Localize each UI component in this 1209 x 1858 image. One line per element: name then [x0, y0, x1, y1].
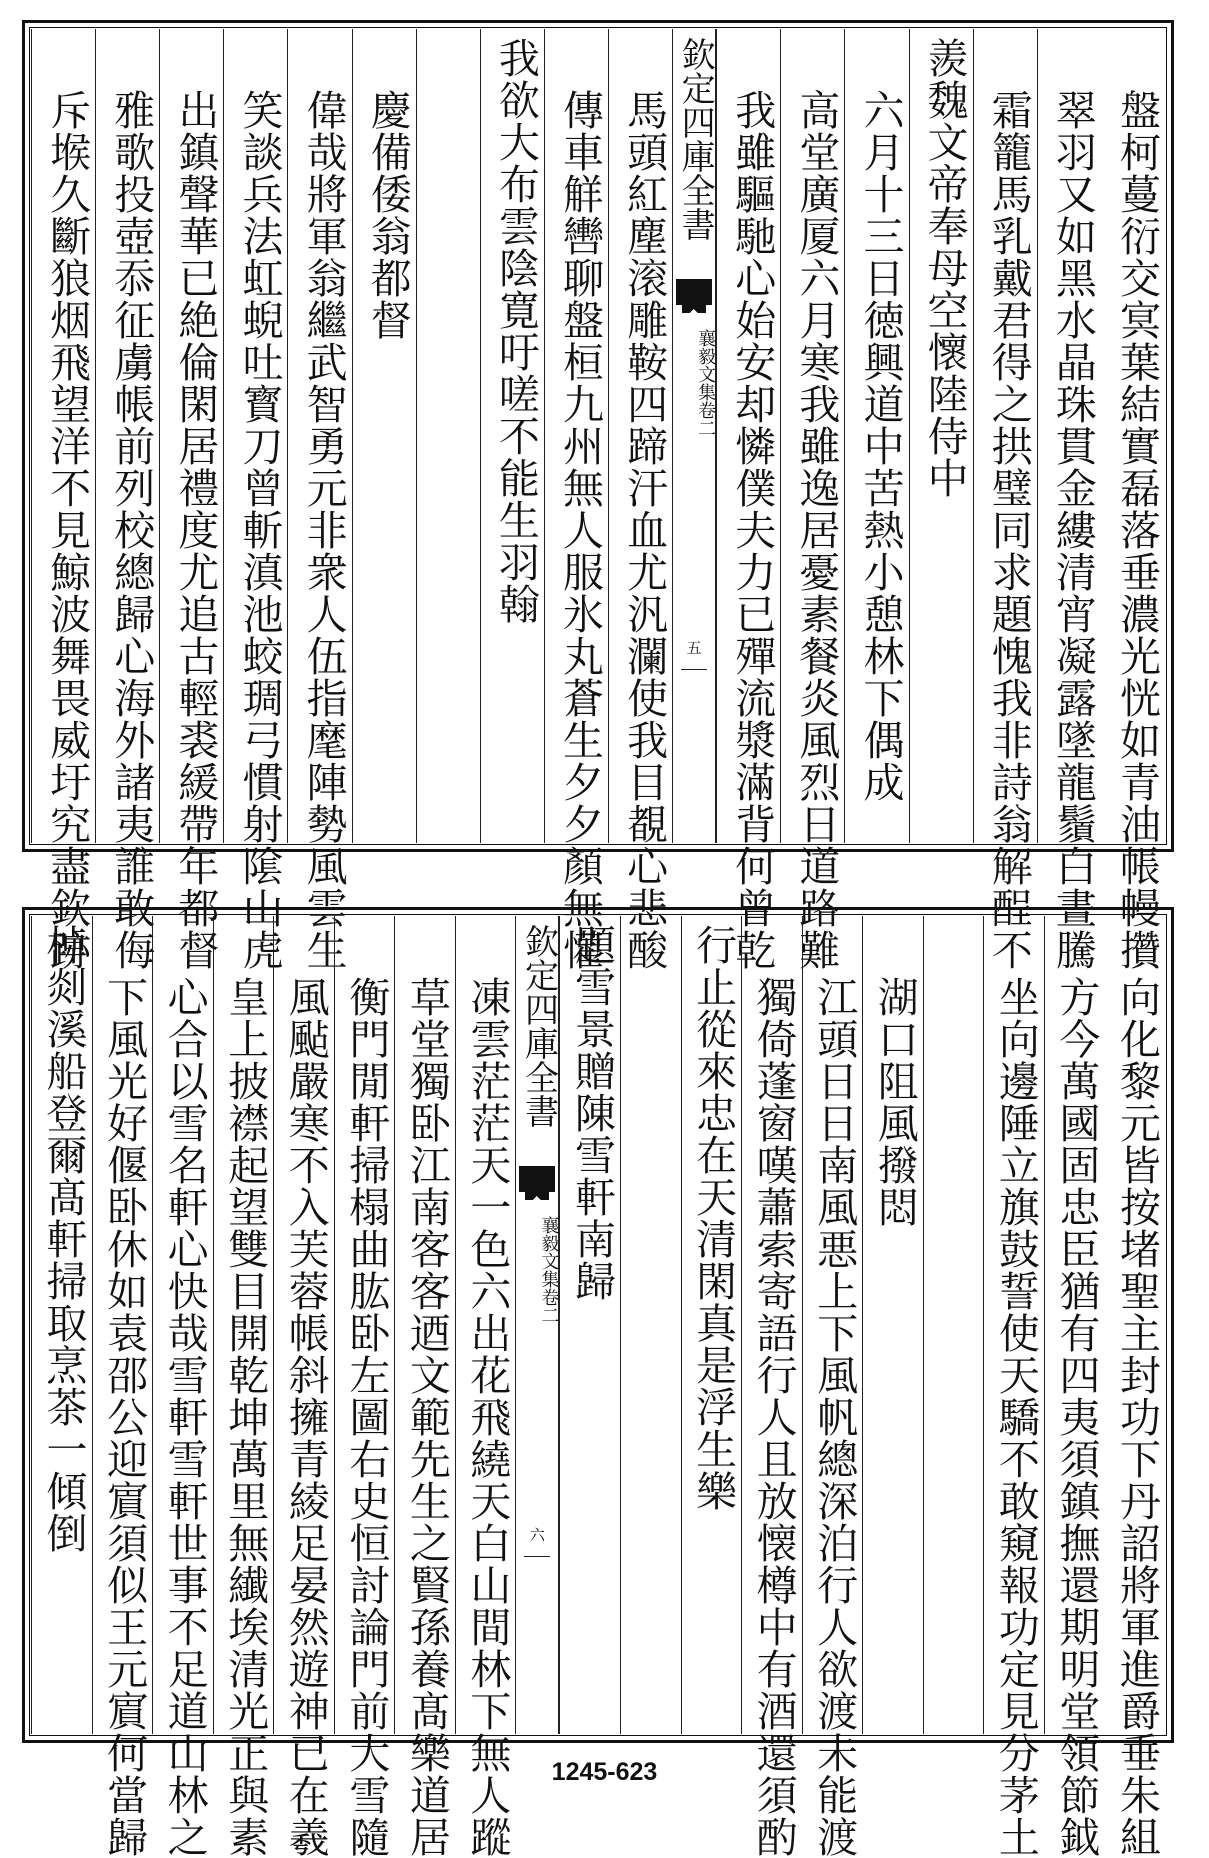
text-column: [95, 29, 159, 971]
column-text: 盤柯蔓衍交㝠葉結實磊落垂濃光恍如青油帳幔攢: [1112, 89, 1161, 971]
column-text: 笑談兵法虹蜺吐寳刀曾斬滇池蛟琱弓慣射隂山虎: [235, 89, 284, 971]
gutter-folio-number: 五: [686, 639, 702, 657]
column-text: 六月十三日徳興道中苦熱小憩林下偶成: [856, 89, 905, 803]
column-text: 傳車觧轡聊盤桓九州無人服氷丸蒼生夕夕顏無懽: [556, 89, 605, 971]
text-column: [455, 916, 516, 1858]
text-column: [741, 916, 802, 1858]
column-text: 向化黎元皆按堵聖主封功下丹詔將軍進爵垂朱組: [1112, 976, 1161, 1858]
text-column: [973, 29, 1037, 971]
text-column: [334, 916, 395, 1858]
center-gutter: [515, 916, 559, 1734]
column-text: 偉哉將軍翁繼武智勇元非衆人伍指麾陣勢風雲生: [299, 89, 348, 971]
text-column: [620, 916, 681, 1734]
text-column: [394, 916, 455, 1858]
column-text: 方今萬國固忠臣猶有四夷須鎮撫還期明堂領節鉞: [1052, 976, 1101, 1858]
column-text: 心合以雪名軒心快哉雪軒雪軒世事不足道山林之: [160, 976, 209, 1858]
fishtail-mark-icon: [676, 279, 712, 305]
gutter-book-title: 襄毅文集: [538, 1216, 560, 1288]
text-column: [287, 29, 351, 971]
column-text: 斥堠久斷狼烟飛望洋不見鯨波舞畏威圩究盡欽跡: [43, 89, 92, 971]
gutter-folio-number: 六: [529, 1526, 545, 1544]
column-text: 慶備倭翁都督: [363, 89, 412, 341]
text-column: [92, 916, 153, 1858]
gutter-rule: [681, 669, 707, 670]
gutter-title: 欽定四庫全書: [518, 924, 559, 1128]
column-text: 皇上披襟起望雙目開乾坤萬里無纎埃清光正與素: [221, 976, 270, 1858]
column-text: 凍雲茫茫天一色六出花飛繞天白山間林下無人蹤: [463, 976, 512, 1858]
column-text: 高堂廣厦六月寒我雖逸居憂素餐炎風烈日道路難: [792, 89, 841, 971]
text-column: [844, 29, 908, 843]
text-column: [352, 29, 416, 843]
text-column: [923, 916, 984, 1734]
text-column: [780, 29, 844, 971]
column-text: 我雖驅馳心始安却憐僕夫力已殫流漿滿背何曾乾: [728, 89, 777, 971]
text-column: [480, 29, 544, 843]
text-column: [1101, 29, 1165, 971]
column-text: 馬頭紅塵滚雕鞍四蹄汗血尤汎瀾使我目覩心悲酸: [620, 89, 669, 971]
page-number-footer: 1245-623: [551, 1758, 658, 1786]
text-column: [983, 916, 1044, 1858]
text-column: [608, 29, 672, 971]
gutter-book-info: [516, 1216, 558, 1324]
text-column: [681, 916, 742, 1734]
text-column: [1037, 29, 1101, 971]
column-text: 坐向邊陲立旗鼓誓使天驕不敢窺報功定見分茅土: [991, 976, 1040, 1858]
column-text: 行止從來忠在天清閑真是浮生樂: [689, 924, 738, 1512]
upper-page: [22, 20, 1174, 971]
column-text: 棹剡溪船登爾髙軒掃取烹茶一傾倒: [39, 924, 88, 1554]
column-text: 我欲大布雲陰寛吁嗟不能生羽翰: [491, 37, 540, 625]
column-text: 雅歌投壺忝征虜帳前列校總歸心海外諸夷誰敢侮: [107, 89, 156, 971]
text-column: [31, 916, 92, 1734]
fishtail-mark-icon: [519, 1166, 555, 1192]
upper-page-columns: [31, 29, 1165, 971]
gutter-juan: 卷二: [695, 401, 717, 437]
column-text: 羨魏文帝奉母空懷陸侍中: [920, 37, 969, 499]
column-text: 獨倚蓬窗嘆蕭索寄語行人且放懐樽中有酒還須酌: [749, 976, 798, 1858]
text-column: [559, 916, 620, 1734]
column-text: 風颭嚴寒不入芙蓉帳斜擁青綾足晏然遊神已在羲: [281, 976, 330, 1858]
column-text: 下風光好偃卧休如袁邵公迎賔須似王元賔何當歸: [100, 976, 149, 1858]
text-column: [223, 29, 287, 971]
column-text: 江頭日日南風悪上下風帆總深泊行人欲渡未能渡: [810, 976, 859, 1858]
text-column: [213, 916, 274, 1858]
gutter-title: 欽定四庫全書: [675, 37, 716, 241]
gutter-rule: [524, 1556, 550, 1557]
text-column: [716, 29, 780, 971]
text-column: [159, 29, 223, 971]
column-text: 湖口阻風撥悶: [870, 976, 919, 1228]
text-column: [1044, 916, 1105, 1858]
gutter-juan: 卷二: [538, 1288, 560, 1324]
column-text: 出鎮聲華已絶倫閑居禮度尤追古輕裘緩帶年都督: [171, 89, 220, 971]
column-text: 翠羽又如黑水晶珠貫金縷清宵凝露墜龍鬚白晝騰: [1048, 89, 1097, 971]
column-text: 題雪景贈陳雪軒南歸: [567, 924, 616, 1302]
column-text: 霜籠馬乳戴君得之拱璧同求題愧我非詩翁解酲不: [984, 89, 1033, 971]
text-column: [802, 916, 863, 1858]
text-column: [544, 29, 608, 971]
column-text: 草堂獨卧江南客客迺文範先生之賢孫養髙樂道居: [402, 976, 451, 1858]
center-gutter: [672, 29, 716, 843]
text-column: [862, 916, 923, 1734]
text-column: [1104, 916, 1165, 1858]
text-column: [31, 29, 95, 971]
text-column: [416, 29, 480, 843]
text-column: [909, 29, 973, 843]
column-text: 衡門閒軒掃榻曲肱卧左圖右史恒討論門前大雪隨: [342, 976, 391, 1858]
text-column: [152, 916, 213, 1858]
gutter-book-title: 襄毅文集: [695, 329, 717, 401]
text-column: [273, 916, 334, 1858]
gutter-book-info: [673, 329, 715, 437]
